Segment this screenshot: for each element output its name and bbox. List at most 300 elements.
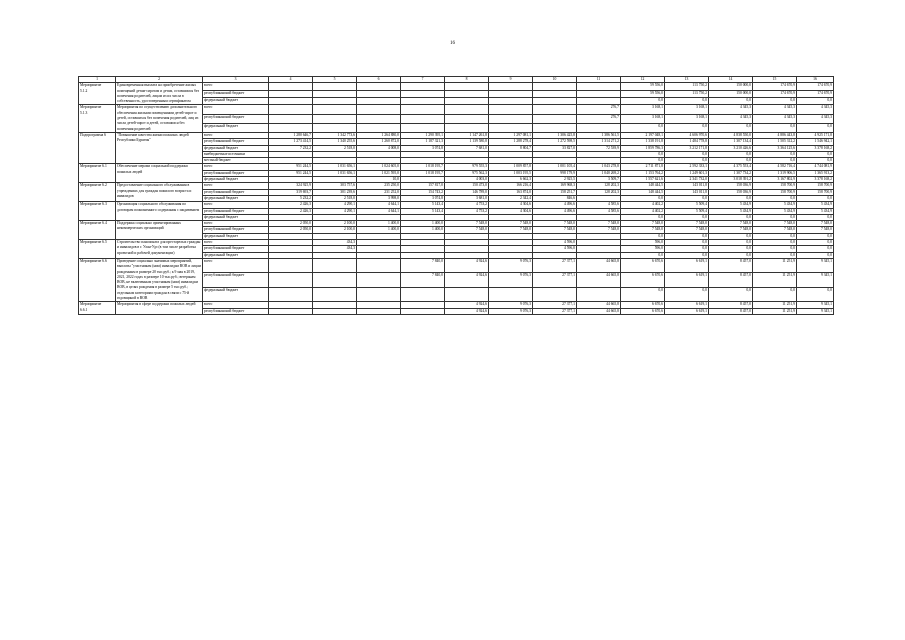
amount-cell: 3 168,1 bbox=[621, 105, 665, 114]
amount-cell: 8 457,0 bbox=[709, 308, 753, 314]
program-code: Мероприятие 6.1 bbox=[79, 164, 116, 183]
amount-cell: 7 548,0 bbox=[533, 221, 577, 227]
amount-cell: 6 619,1 bbox=[665, 273, 709, 287]
header-cell: 7 bbox=[401, 77, 445, 83]
amount-cell: 1 018 195,7 bbox=[401, 170, 445, 176]
amount-cell: 3 168,1 bbox=[665, 105, 709, 114]
amount-cell: 596,0 bbox=[621, 246, 665, 252]
amount-cell: 0,0 bbox=[621, 123, 665, 132]
amount-cell: 59 556,0 bbox=[621, 83, 665, 90]
funding-source: республиканский бюджет bbox=[203, 114, 269, 123]
amount-cell: 4 925 171,8 bbox=[797, 132, 834, 138]
amount-cell: 4 644,1 bbox=[357, 202, 401, 208]
amount-cell: 4 345,3 bbox=[797, 105, 834, 114]
amount-cell: 9 345,1 bbox=[797, 302, 834, 308]
program-code: Мероприятие 6.6 bbox=[79, 258, 116, 301]
amount-cell bbox=[489, 114, 533, 123]
amount-cell: 1 139 580,8 bbox=[445, 139, 489, 145]
amount-cell: 9 076,3 bbox=[489, 258, 533, 272]
amount-cell: 1 249 601,3 bbox=[665, 170, 709, 176]
amount-cell: 2 925,5 bbox=[533, 177, 577, 183]
amount-cell bbox=[269, 287, 313, 301]
amount-cell: 7 548,0 bbox=[445, 221, 489, 227]
header-cell: 13 bbox=[665, 77, 709, 83]
amount-cell: 1 040 269,2 bbox=[577, 170, 621, 176]
program-name: Поддержка социально ориентированных некоммерческих организаций bbox=[116, 221, 203, 240]
amount-cell: 0,0 bbox=[753, 151, 797, 157]
amount-cell bbox=[533, 287, 577, 301]
amount-cell: 0,0 bbox=[709, 246, 753, 252]
amount-cell: 44 665,8 bbox=[577, 258, 621, 272]
amount-cell bbox=[357, 258, 401, 272]
amount-cell: 1 264 880,0 bbox=[357, 132, 401, 138]
amount-cell: 9 345,1 bbox=[797, 273, 834, 287]
amount-cell: 0,0 bbox=[709, 252, 753, 258]
funding-source: республиканский бюджет bbox=[203, 189, 269, 195]
amount-cell: 0,0 bbox=[753, 233, 797, 239]
amount-cell bbox=[313, 308, 357, 314]
amount-cell: 174 670,9 bbox=[753, 90, 797, 97]
amount-cell bbox=[489, 123, 533, 132]
header-cell: 11 bbox=[577, 77, 621, 83]
amount-cell: 169 968,3 bbox=[533, 183, 577, 189]
funding-source: всего bbox=[203, 164, 269, 170]
amount-cell: 0,0 bbox=[753, 287, 797, 301]
amount-cell bbox=[445, 123, 489, 132]
table-row bbox=[79, 83, 834, 90]
amount-cell: 0,0 bbox=[621, 252, 665, 258]
amount-cell: 0,0 bbox=[753, 252, 797, 258]
amount-cell: 0,0 bbox=[797, 195, 834, 201]
amount-cell: 9 076,3 bbox=[489, 273, 533, 287]
amount-cell: 3 212 171,8 bbox=[665, 145, 709, 151]
amount-cell: 1 505 312,2 bbox=[753, 139, 797, 145]
amount-cell: 434,3 bbox=[313, 240, 357, 246]
amount-cell: 1 024 605,0 bbox=[357, 164, 401, 170]
amount-cell: 4 375 553,4 bbox=[709, 164, 753, 170]
program-code: Мероприятие 6.2 bbox=[79, 183, 116, 202]
program-name: Предоставление социального обслуживания в учреждениях для граждан пожилого возраста и инвалидов bbox=[116, 183, 203, 202]
amount-cell: 1 400,0 bbox=[357, 227, 401, 233]
amount-cell: 0,0 bbox=[797, 214, 834, 220]
funding-source: всего bbox=[203, 258, 269, 272]
amount-cell: 5 509,4 bbox=[665, 208, 709, 214]
amount-cell bbox=[357, 287, 401, 301]
amount-cell: 0,0 bbox=[709, 287, 753, 301]
program-code: Мероприятие 5.1.3 bbox=[79, 105, 116, 132]
amount-cell: 6 670,6 bbox=[621, 273, 665, 287]
amount-cell: 7 840,0 bbox=[401, 258, 445, 272]
amount-cell bbox=[269, 83, 313, 90]
amount-cell: 0,0 bbox=[621, 98, 665, 105]
amount-cell: 1 018 195,7 bbox=[401, 164, 445, 170]
amount-cell: 5 434,9 bbox=[709, 208, 753, 214]
funding-source: всего bbox=[203, 221, 269, 227]
amount-cell: 163 874,0 bbox=[489, 189, 533, 195]
amount-cell: 4 924,6 bbox=[445, 308, 489, 314]
amount-cell: 0,0 bbox=[709, 98, 753, 105]
amount-cell: 44 665,8 bbox=[577, 302, 621, 308]
funding-source: федеральный бюджет bbox=[203, 233, 269, 239]
amount-cell: 7 548,0 bbox=[577, 227, 621, 233]
amount-cell: 1 340 255,6 bbox=[313, 139, 357, 145]
amount-cell: 6 619,1 bbox=[665, 258, 709, 272]
amount-cell bbox=[489, 83, 533, 90]
amount-cell: 276,7 bbox=[577, 105, 621, 114]
amount-cell: 7 548,0 bbox=[709, 221, 753, 227]
amount-cell: 11 251,9 bbox=[753, 302, 797, 308]
program-code: Подпрограмма 6 bbox=[79, 132, 116, 163]
funding-source: всего bbox=[203, 183, 269, 189]
amount-cell: 3 167 802,9 bbox=[753, 177, 797, 183]
amount-cell bbox=[269, 98, 313, 105]
amount-cell: 0,0 bbox=[797, 158, 834, 164]
amount-cell bbox=[445, 90, 489, 97]
amount-cell bbox=[489, 105, 533, 114]
funding-source: федеральный бюджет bbox=[203, 287, 269, 301]
amount-cell: 7 548,0 bbox=[665, 221, 709, 227]
amount-cell: 3 681,0 bbox=[445, 195, 489, 201]
amount-cell: 2 050,0 bbox=[269, 227, 313, 233]
amount-cell: 0,0 bbox=[797, 233, 834, 239]
amount-cell bbox=[401, 90, 445, 97]
amount-cell: 7 548,0 bbox=[709, 227, 753, 233]
amount-cell bbox=[577, 90, 621, 97]
amount-cell: 158 700,9 bbox=[753, 189, 797, 195]
amount-cell bbox=[533, 90, 577, 97]
amount-cell: 5 232,2 bbox=[269, 195, 313, 201]
amount-cell: 0,0 bbox=[797, 151, 834, 157]
amount-cell bbox=[533, 83, 577, 90]
amount-cell: 2 592 333,1 bbox=[665, 164, 709, 170]
amount-cell: 0,0 bbox=[709, 158, 753, 164]
amount-cell: 1 272 598,5 bbox=[533, 139, 577, 145]
amount-cell: 174 670,9 bbox=[797, 90, 834, 97]
amount-cell: 0,0 bbox=[753, 195, 797, 201]
funding-source: республиканский бюджет bbox=[203, 227, 269, 233]
amount-cell: 0,0 bbox=[797, 98, 834, 105]
amount-cell: 1 009 857,8 bbox=[489, 164, 533, 170]
amount-cell: 158 036,9 bbox=[709, 183, 753, 189]
program-code: Мероприятие 6.4 bbox=[79, 221, 116, 240]
header-cell: 15 bbox=[753, 77, 797, 83]
amount-cell: 1 400,0 bbox=[357, 221, 401, 227]
amount-cell: 7 681,0 bbox=[445, 145, 489, 151]
amount-cell: 4 345,3 bbox=[753, 105, 797, 114]
amount-cell bbox=[445, 98, 489, 105]
amount-cell bbox=[401, 123, 445, 132]
amount-cell: 2 341 732,0 bbox=[665, 177, 709, 183]
program-name: "Повышение качества жизни пожилых людей Республики Бурятия" bbox=[116, 132, 203, 163]
header-cell: 16 bbox=[797, 77, 834, 83]
amount-cell: 4 304,6 bbox=[489, 202, 533, 208]
amount-cell bbox=[401, 98, 445, 105]
amount-cell: 1 003 195,5 bbox=[489, 170, 533, 176]
amount-cell: 4 345,3 bbox=[797, 114, 834, 123]
amount-cell: 4 924,6 bbox=[445, 258, 489, 272]
amount-cell: 0,0 bbox=[797, 240, 834, 246]
amount-cell: 0,0 bbox=[621, 158, 665, 164]
header-cell: 3 bbox=[203, 77, 269, 83]
amount-cell bbox=[269, 114, 313, 123]
amount-cell: 951 244,5 bbox=[269, 164, 313, 170]
amount-cell bbox=[313, 123, 357, 132]
table-row bbox=[79, 258, 834, 272]
amount-cell: 3 378 168,2 bbox=[797, 145, 834, 151]
amount-cell: 5 434,9 bbox=[753, 208, 797, 214]
amount-cell: 1 031 656,1 bbox=[313, 170, 357, 176]
amount-cell: 0,0 bbox=[753, 98, 797, 105]
amount-cell: 235 250,0 bbox=[357, 183, 401, 189]
amount-cell: 1 342 773,6 bbox=[313, 132, 357, 138]
amount-cell: 1 314 271,2 bbox=[577, 139, 621, 145]
amount-cell: 276,7 bbox=[577, 114, 621, 123]
amount-cell bbox=[445, 287, 489, 301]
funding-source: всего bbox=[203, 105, 269, 114]
amount-cell: 7 548,0 bbox=[621, 221, 665, 227]
amount-cell: 150 473,0 bbox=[445, 183, 489, 189]
amount-cell: 1 365 913,2 bbox=[797, 170, 834, 176]
amount-cell: 0,0 bbox=[665, 246, 709, 252]
amount-cell: 4 606 970,6 bbox=[665, 132, 709, 138]
amount-cell bbox=[357, 83, 401, 90]
amount-cell: 148 444,5 bbox=[621, 183, 665, 189]
funding-source: федеральный бюджет bbox=[203, 195, 269, 201]
amount-cell: 158 700,9 bbox=[753, 183, 797, 189]
amount-cell: 7 548,0 bbox=[797, 227, 834, 233]
amount-cell: 0,0 bbox=[665, 195, 709, 201]
program-name: Организация социального обслуживания по договорам пожизненного содержания с иждивением bbox=[116, 202, 203, 221]
amount-cell: 5 434,9 bbox=[797, 208, 834, 214]
program-name: Обеспечение мерами социальной поддержки пожилых людей bbox=[116, 164, 203, 183]
amount-cell: 0,0 bbox=[621, 214, 665, 220]
amount-cell: 1 307 734,2 bbox=[709, 170, 753, 176]
amount-cell bbox=[357, 123, 401, 132]
amount-cell: 0,0 bbox=[709, 195, 753, 201]
program-name: Мероприятия по осуществлению дополнительного обеспечения жилыми помещениями детей-сирот и детей, оставшихся без попечения родителей, лиц из числа детей-сирот и детей, оставшихся без попечения родителей bbox=[116, 105, 203, 132]
amount-cell bbox=[445, 83, 489, 90]
amount-cell: 4 585,6 bbox=[577, 208, 621, 214]
amount-cell: 4 345,3 bbox=[709, 105, 753, 114]
amount-cell: 231 252,0 bbox=[357, 189, 401, 195]
amount-cell: 8 457,0 bbox=[709, 302, 753, 308]
amount-cell: 0,0 bbox=[797, 246, 834, 252]
amount-cell: 979 555,3 bbox=[445, 164, 489, 170]
amount-cell: 4 304,6 bbox=[489, 208, 533, 214]
amount-cell: 5 143,4 bbox=[401, 202, 445, 208]
amount-cell bbox=[533, 123, 577, 132]
funding-source: федеральный бюджет bbox=[203, 214, 269, 220]
amount-cell: 2 426,3 bbox=[269, 202, 313, 208]
amount-cell: 8 457,0 bbox=[709, 258, 753, 272]
amount-cell bbox=[445, 114, 489, 123]
program-code: Мероприятие 6.5 bbox=[79, 240, 116, 259]
amount-cell: 4 290,1 bbox=[313, 208, 357, 214]
amount-cell bbox=[357, 105, 401, 114]
amount-cell: 8 457,0 bbox=[709, 273, 753, 287]
amount-cell: 1 386 561,5 bbox=[577, 132, 621, 138]
program-code: Мероприятие 6.3 bbox=[79, 202, 116, 221]
amount-cell: 0,0 bbox=[709, 240, 753, 246]
table-row bbox=[79, 105, 834, 114]
amount-cell: 1 306 425,8 bbox=[533, 132, 577, 138]
amount-cell: 158 700,9 bbox=[797, 189, 834, 195]
amount-cell: 434,3 bbox=[313, 246, 357, 252]
amount-cell: 0,0 bbox=[753, 240, 797, 246]
amount-cell: 2 100,0 bbox=[313, 227, 357, 233]
amount-cell bbox=[313, 273, 357, 287]
amount-cell: 1 001 105,4 bbox=[533, 164, 577, 170]
program-name: Мероприятия в сфере поддержки пожилых людей bbox=[116, 302, 203, 315]
amount-cell bbox=[577, 287, 621, 301]
amount-cell: 0,0 bbox=[665, 252, 709, 258]
program-name: Единовременная выплата на приобретение жилых помещений детям-сиротам и детям, оставшимся без попечения родителей, лицам из их числа в собственность, удостоверенным сертификатом bbox=[116, 83, 203, 105]
amount-cell: 8 804,7 bbox=[489, 145, 533, 151]
amount-cell: 0,0 bbox=[621, 233, 665, 239]
amount-cell: 4 290,1 bbox=[313, 202, 357, 208]
header-cell: 6 bbox=[357, 77, 401, 83]
funding-source: республиканский бюджет bbox=[203, 170, 269, 176]
funding-source: республиканский бюджет bbox=[203, 246, 269, 252]
amount-cell: 4 744 081,9 bbox=[797, 164, 834, 170]
amount-cell bbox=[269, 105, 313, 114]
amount-cell: 150 000,0 bbox=[709, 90, 753, 97]
funding-source: всего bbox=[203, 302, 269, 308]
amount-cell: 0,0 bbox=[665, 214, 709, 220]
amount-cell: 0,0 bbox=[665, 233, 709, 239]
amount-cell: 44 665,8 bbox=[577, 273, 621, 287]
amount-cell: 3 074,8 bbox=[401, 145, 445, 151]
amount-cell: 5 143,4 bbox=[401, 208, 445, 214]
funding-source: федеральный бюджет bbox=[203, 145, 269, 151]
funding-source: республиканский бюджет bbox=[203, 139, 269, 145]
amount-cell: 1 290 395,1 bbox=[401, 132, 445, 138]
amount-cell: 128 202,3 bbox=[577, 183, 621, 189]
amount-cell: 2 342,4 bbox=[489, 195, 533, 201]
amount-cell: 0,0 bbox=[621, 287, 665, 301]
amount-cell: 44 665,8 bbox=[577, 308, 621, 314]
budget-table bbox=[78, 76, 834, 315]
amount-cell: 6 670,6 bbox=[621, 308, 665, 314]
amount-cell: 1 400,0 bbox=[401, 221, 445, 227]
amount-cell: 4 585,6 bbox=[577, 202, 621, 208]
header-cell: 14 bbox=[709, 77, 753, 83]
amount-cell bbox=[269, 258, 313, 272]
amount-cell: 4 596,0 bbox=[533, 240, 577, 246]
amount-cell: 1 021 595,0 bbox=[357, 170, 401, 176]
amount-cell bbox=[313, 258, 357, 272]
amount-cell: 319 693,7 bbox=[269, 189, 313, 195]
header-cell: 5 bbox=[313, 77, 357, 83]
amount-cell: 3 168,1 bbox=[621, 114, 665, 123]
amount-cell: 7 548,0 bbox=[753, 221, 797, 227]
amount-cell: 6 670,6 bbox=[621, 258, 665, 272]
header-cell: 1 bbox=[79, 77, 116, 83]
amount-cell: 7 548,0 bbox=[753, 227, 797, 233]
header-cell: 2 bbox=[116, 77, 203, 83]
amount-cell bbox=[357, 98, 401, 105]
amount-cell: 1 484 778,8 bbox=[665, 139, 709, 145]
amount-cell: 4 402,2 bbox=[621, 202, 665, 208]
amount-cell: 150 000,0 bbox=[709, 83, 753, 90]
program-name: Проведение социально значимых мероприятий, выплаты "участникам (ним) инвалидам ВОВ и лицам рожденным в размере 20 тыс.руб.; к 9 мая в 2019, 2021, 2022 годах в размере 10 тыс.руб.; ветеранам ВОВ, не включенным участникам (ним) инвалидам ВОВ, в целях рождения в размере 5 тыс.руб.; отдельным категориям граждан в связи с 75-й годовщиной в ВОВ bbox=[117, 258, 201, 300]
funding-source: республиканский бюджет bbox=[203, 273, 269, 287]
amount-cell: 0,0 bbox=[709, 214, 753, 220]
amount-cell: 72 539,9 bbox=[577, 145, 621, 151]
amount-cell: 9 076,3 bbox=[489, 302, 533, 308]
header-cell: 10 bbox=[533, 77, 577, 83]
amount-cell bbox=[269, 90, 313, 97]
amount-cell: 7 840,0 bbox=[401, 273, 445, 287]
amount-cell: 301 239,6 bbox=[313, 189, 357, 195]
amount-cell: 0,0 bbox=[753, 246, 797, 252]
amount-cell: 0,0 bbox=[797, 123, 834, 132]
program-code: Мероприятие 5.1.2 bbox=[79, 83, 116, 105]
amount-cell: 128 202,3 bbox=[577, 189, 621, 195]
amount-cell: 1 307 134,4 bbox=[709, 139, 753, 145]
funding-source: местный бюджет bbox=[203, 158, 269, 164]
amount-cell: 4 008,0 bbox=[357, 145, 401, 151]
amount-cell: 1 280 646,7 bbox=[269, 132, 313, 138]
amount-cell: 3 364 125,6 bbox=[753, 145, 797, 151]
amount-cell bbox=[401, 114, 445, 123]
amount-cell: 146 789,0 bbox=[445, 189, 489, 195]
amount-cell: 59 556,0 bbox=[621, 90, 665, 97]
funding-source: всего bbox=[203, 132, 269, 138]
amount-cell: 596,0 bbox=[621, 240, 665, 246]
amount-cell: 1 147 261,8 bbox=[445, 132, 489, 138]
amount-cell: 143 011,8 bbox=[665, 183, 709, 189]
amount-cell: 9 076,3 bbox=[489, 308, 533, 314]
amount-cell bbox=[269, 273, 313, 287]
amount-cell: 7 548,0 bbox=[533, 227, 577, 233]
amount-cell: 4 596,0 bbox=[533, 246, 577, 252]
amount-cell: 6 619,1 bbox=[665, 308, 709, 314]
funding-source: всего bbox=[203, 240, 269, 246]
funding-source: внебюджетные источники bbox=[203, 151, 269, 157]
amount-cell: 143 011,8 bbox=[665, 189, 709, 195]
amount-cell: 158 700,9 bbox=[797, 183, 834, 189]
amount-cell bbox=[313, 287, 357, 301]
amount-cell: 6 662,3 bbox=[489, 177, 533, 183]
amount-cell: 0,0 bbox=[665, 151, 709, 157]
amount-cell: 7 548,0 bbox=[621, 227, 665, 233]
amount-cell: 27 377,1 bbox=[533, 258, 577, 272]
amount-cell bbox=[401, 308, 445, 314]
amount-cell: 158 251,7 bbox=[533, 189, 577, 195]
amount-cell: 6 670,6 bbox=[621, 302, 665, 308]
amount-cell: 2 711 871,8 bbox=[621, 164, 665, 170]
amount-cell bbox=[269, 123, 313, 132]
amount-cell: 1 400,0 bbox=[401, 227, 445, 233]
amount-cell: 3 074,8 bbox=[401, 195, 445, 201]
amount-cell: 5 434,9 bbox=[797, 202, 834, 208]
amount-cell: 7 548,0 bbox=[445, 227, 489, 233]
amount-cell bbox=[313, 83, 357, 90]
amount-cell bbox=[489, 90, 533, 97]
amount-cell: 174 670,9 bbox=[753, 83, 797, 90]
amount-cell: 951 244,5 bbox=[269, 170, 313, 176]
amount-cell bbox=[313, 105, 357, 114]
amount-cell: 10,0 bbox=[357, 177, 401, 183]
amount-cell: 3 509,7 bbox=[577, 177, 621, 183]
amount-cell: 0,0 bbox=[709, 233, 753, 239]
amount-cell bbox=[533, 98, 577, 105]
amount-cell: 11 251,9 bbox=[753, 273, 797, 287]
amount-cell: 1 288 278,4 bbox=[489, 139, 533, 145]
amount-cell: 11 251,9 bbox=[753, 258, 797, 272]
header-cell: 9 bbox=[489, 77, 533, 83]
